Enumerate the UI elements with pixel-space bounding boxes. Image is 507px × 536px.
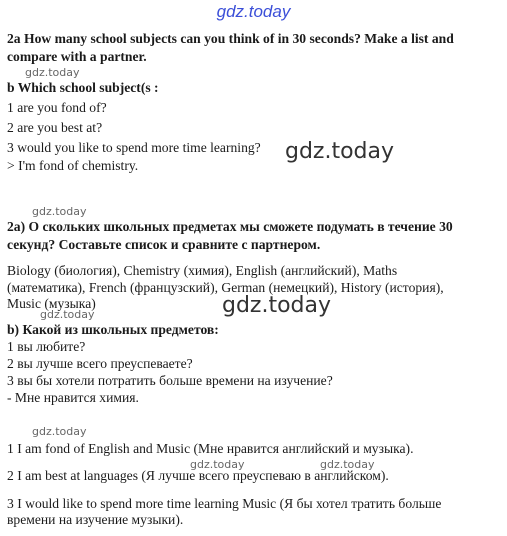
task-b-example: > I'm fond of chemistry. <box>7 158 139 173</box>
answer-3-line2: времени на изучение музыки). <box>7 512 184 527</box>
watermark-small: gdz.today <box>32 425 87 438</box>
subjects-list-line3: Music (музыка) <box>7 296 96 311</box>
task-b-ru-item: 1 вы любите? <box>7 339 86 354</box>
subjects-list-line2: (математика), French (французский), German (немецкий), History (история), <box>7 280 444 295</box>
watermark-small: gdz.today <box>40 308 95 321</box>
watermark-large: gdz.today <box>285 139 395 164</box>
subjects-list-line1: Biology (биология), Chemistry (химия), English (английский), Maths <box>7 263 398 278</box>
watermark-small: gdz.today <box>190 458 245 471</box>
task-b-item: 3 would you like to spend more time learning? <box>7 140 261 155</box>
answer-1: 1 I am fond of English and Music (Мне нравится английский и музыка). <box>7 441 414 456</box>
task-2a-heading-line1: 2a How many school subjects can you think of in 30 seconds? Make a list and <box>7 31 454 46</box>
answer-3-line1: 3 I would like to spend more time learning Music (Я бы хотел тратить больше <box>7 496 442 511</box>
task-b-ru-heading: b) Какой из школьных предметов: <box>7 322 219 337</box>
watermark-small: gdz.today <box>32 205 87 218</box>
watermark-top: gdz.today <box>216 2 291 21</box>
task-b-ru-example: - Мне нравится химия. <box>7 390 139 405</box>
task-b-ru-item: 3 вы бы хотели потратить больше времени на изучение? <box>7 373 333 388</box>
task-b-ru-item: 2 вы лучше всего преуспеваете? <box>7 356 193 371</box>
task-b-item: 1 are you fond of? <box>7 100 107 115</box>
watermark-small: gdz.today <box>320 458 375 471</box>
task-2a-ru-heading-line1: 2а) О скольких школьных предметах мы сможете подумать в течение 30 <box>7 219 453 234</box>
task-b-item: 2 are you best at? <box>7 120 103 135</box>
watermark-large: gdz.today <box>222 293 332 318</box>
task-b-heading: b Which school subject(s : <box>7 80 159 95</box>
task-2a-ru-heading-line2: секунд? Составьте список и сравните с партнером. <box>7 237 321 252</box>
watermark-small: gdz.today <box>25 66 80 79</box>
task-2a-heading-line2: compare with a partner. <box>7 49 147 64</box>
answer-2: 2 I am best at languages (Я лучше всего преуспеваю в английском). <box>7 468 389 483</box>
